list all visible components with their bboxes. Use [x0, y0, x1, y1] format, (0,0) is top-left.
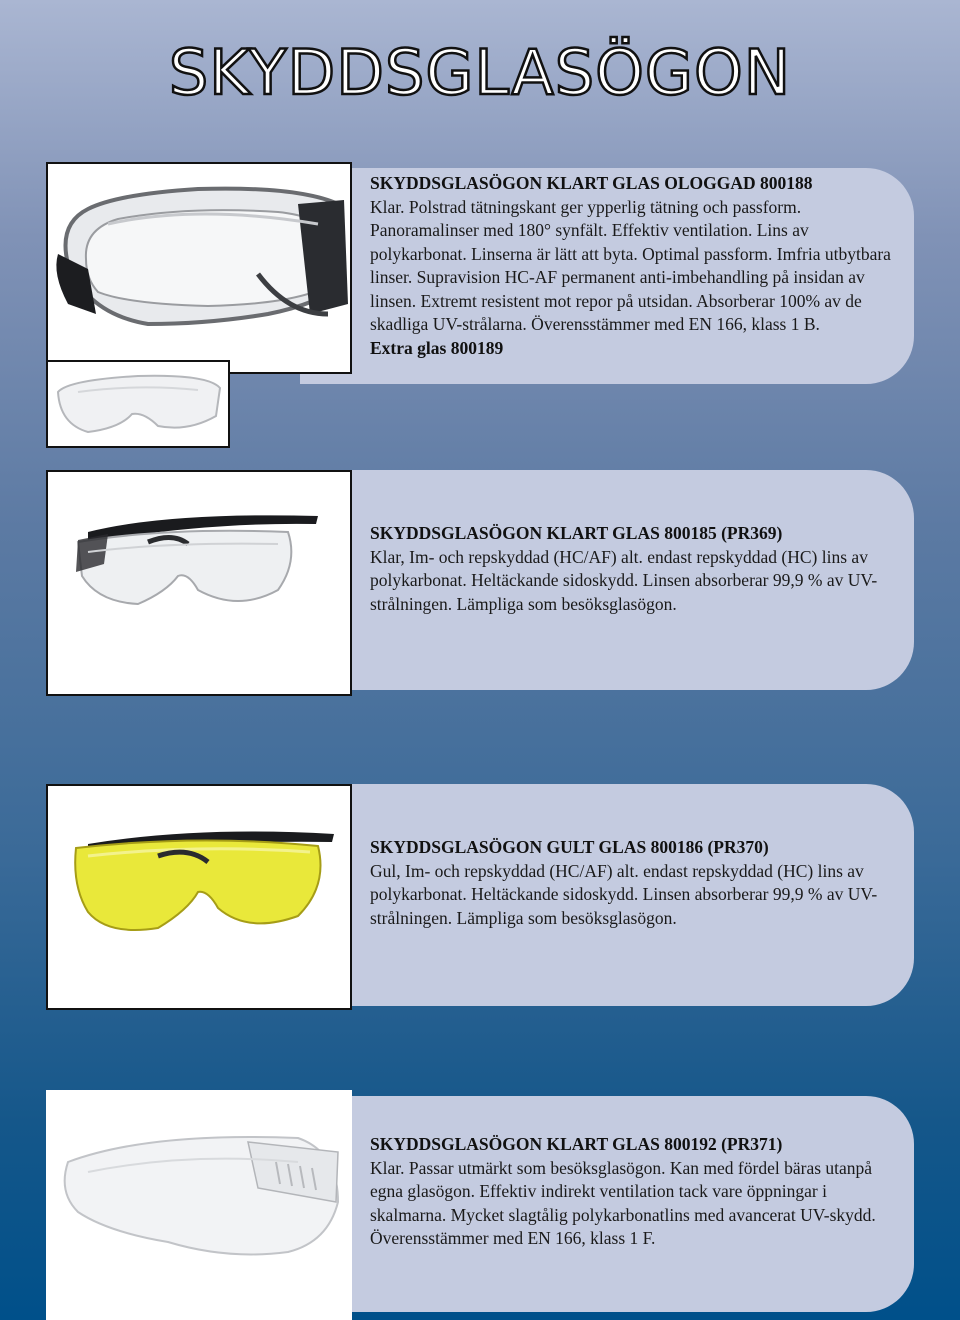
- product-image-extra-lens: [46, 360, 230, 448]
- extra-lens-note: Extra glas 800189: [370, 337, 504, 358]
- product-body: Klar. Polstrad tätningskant ger ypperlig tätning och passform. Panoramalinser med 180° synfält. Effektiv ventilation. Lins av polykarbonat. Linserna är lätt att byta. Optimal passform. Imfria utbytbara linser. Supravision HC-AF permanent anti-imbehandling på insidan av linsen. Extremt resistent mot repor på utsidan. Absorberar 100% av de skadliga UV-strålarna. Överensstämmer med EN 166, klass 1 B.: [370, 196, 891, 334]
- product-heading: SKYDDSGLASÖGON KLART GLAS 800185 (PR369): [370, 523, 783, 543]
- product-heading: SKYDDSGLASÖGON KLART GLAS 800192 (PR371): [370, 1134, 783, 1154]
- product-body: Klar, Im- och repskyddad (HC/AF) alt. endast repskyddad (HC) lins av polykarbonat. Heltäckande sidoskydd. Linsen absorberar 99,9 % av UV-strålningen. Lämpliga som besöksglasögon.: [370, 546, 878, 614]
- product-heading: SKYDDSGLASÖGON GULT GLAS 800186 (PR370): [370, 837, 769, 857]
- product-image-goggle: [46, 162, 352, 374]
- product-description: [370, 522, 900, 616]
- page-title: SKYDDSGLASÖGON: [168, 36, 792, 109]
- product-image-yellow-glasses: [46, 784, 352, 1010]
- product-heading: SKYDDSGLASÖGON KLART GLAS OLOGGAD 800188: [370, 173, 813, 193]
- product-body: Klar. Passar utmärkt som besöksglasögon. Kan med fördel bäras utanpå egna glasögon. Effektiv indirekt ventilation tack vare öppningar i skalmarna. Mycket slagtålig polykarbonatlins med avancerat UV-skydd. Överensstämmer med EN 166, klass 1 F.: [370, 1157, 876, 1248]
- product-body: Gul, Im- och repskyddad (HC/AF) alt. endast repskyddad (HC) lins av polykarbonat. Heltäckande sidoskydd. Linsen absorberar 99,9 % av UV-strålningen. Lämpliga som besöksglasögon.: [370, 860, 878, 928]
- product-image-visitor-glasses: [46, 1090, 352, 1320]
- product-description: [370, 1133, 900, 1251]
- product-description: [370, 172, 900, 360]
- product-description: [370, 836, 900, 930]
- product-image-clear-glasses: [46, 470, 352, 696]
